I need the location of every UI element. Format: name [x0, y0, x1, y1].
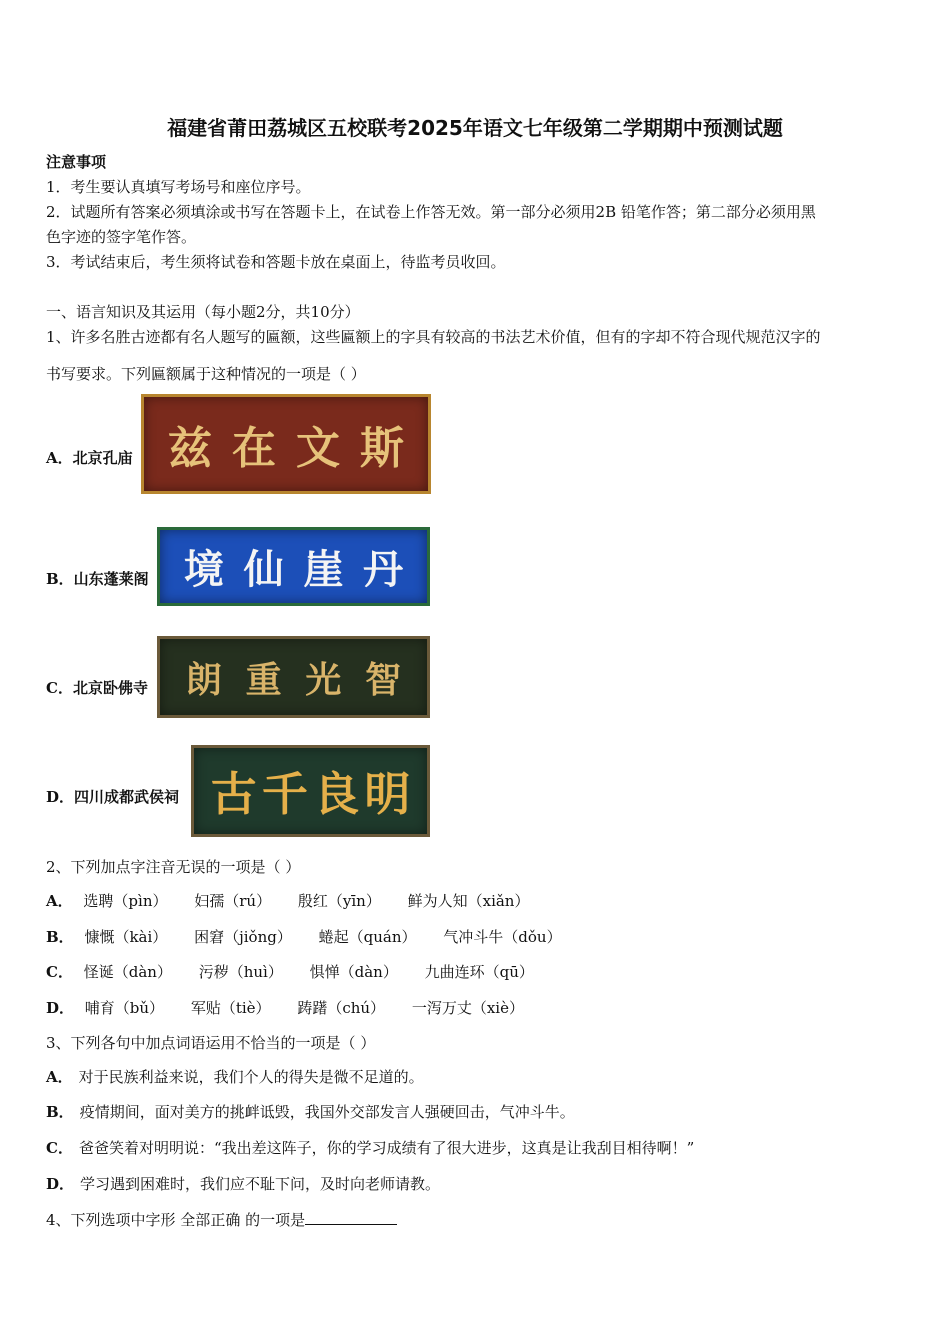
option-letter: A．: [46, 892, 73, 910]
plaque-char: 明: [364, 767, 411, 821]
q1-option-c-label: C．北京卧佛寺: [46, 679, 148, 697]
pinyin-item: 军贴（tiè）: [190, 999, 271, 1017]
pinyin-item: 踌躇（chú）: [297, 999, 386, 1017]
q4-stem: 4、下列选项中字形 全部正确 的一项是: [46, 1211, 306, 1229]
q1-stem-line1: 1、许多名胜古迹都有名人题写的匾额，这些匾额上的字具有较高的书法艺术价值，但有的字却不符合现代规范汉字的: [46, 328, 821, 346]
option-text: 对于民族利益来说，我们个人的得失是微不足道的。: [78, 1068, 424, 1086]
plaque-char: 仙: [243, 546, 284, 593]
q2-stem: 2、下列加点字注音无误的一项是（ ）: [46, 858, 301, 876]
plaque-char: 兹: [168, 423, 212, 474]
plaque-char: 在: [232, 423, 276, 474]
q1-option-b-label: B．山东蓬莱阁: [46, 570, 149, 588]
option-text: 疫情期间，面对美方的挑衅诋毁，我国外交部发言人强硬回击，气冲斗牛。: [79, 1103, 575, 1121]
q3-stem: 3、下列各句中加点词语运用不恰当的一项是（ ）: [46, 1034, 376, 1052]
plaque-char: 崖: [303, 546, 344, 593]
pinyin-item: 蜷起（quán）: [318, 928, 417, 946]
q3-option-d: [46, 1173, 440, 1194]
plaque-c-image: [157, 636, 430, 718]
plaque-char: 千: [261, 767, 308, 821]
option-text: 爸爸笑着对明明说：“我出差这阵子，你的学习成绩有了很大进步，这真是让我刮目相待啊！”: [78, 1139, 695, 1157]
q3-option-a: [46, 1066, 424, 1087]
note-2: 2．试题所有答案必须填涂或书写在答题卡上，在试卷上作答无效。第一部分必须用2B 铅笔作答；第二部分必须用黑: [46, 203, 816, 221]
option-letter: C．: [46, 1139, 73, 1157]
q4-stem-row: [46, 1208, 908, 1232]
plaque-a-image: [141, 394, 431, 494]
option-letter: A．: [46, 1068, 73, 1086]
option-text: 学习遇到困难时，我们应不耻下问，及时向老师请教。: [80, 1175, 441, 1193]
pinyin-item: 困窘（jiǒng）: [194, 928, 292, 946]
q2-option-b: [46, 926, 584, 947]
pinyin-item: 气冲斗牛（dǒu）: [443, 928, 562, 946]
option-letter: B．: [46, 928, 74, 946]
pinyin-item: 九曲连环（qū）: [424, 963, 534, 981]
pinyin-item: 选聘（pìn）: [83, 892, 168, 910]
q2-option-d: [46, 997, 546, 1018]
q2-option-a: [46, 890, 551, 911]
plaque-char: 境: [183, 546, 224, 593]
q1-option-a-label: A．北京孔庙: [46, 449, 133, 467]
pinyin-item: 怪诞（dàn）: [83, 963, 172, 981]
option-letter: B．: [46, 1103, 74, 1121]
page-title: 福建省莆田荔城区五校联考2025年语文七年级第二学期期中预测试题: [167, 116, 783, 140]
plaque-char: 斯: [360, 423, 404, 474]
option-letter: C．: [46, 963, 73, 981]
pinyin-item: 妇孺（rú）: [194, 892, 272, 910]
pinyin-item: 鲜为人知（xiǎn）: [407, 892, 530, 910]
plaque-char: 丹: [363, 546, 404, 593]
plaque-char: 重: [245, 658, 282, 701]
plaque-d-image: [191, 745, 430, 837]
pinyin-item: 殷红（yīn）: [297, 892, 381, 910]
plaque-char: 古: [210, 767, 257, 821]
q1-option-d-label: D．四川成都武侯祠: [46, 788, 180, 806]
option-letter: D．: [46, 999, 75, 1017]
answer-blank: [305, 1208, 397, 1225]
option-letter: D．: [46, 1175, 75, 1193]
section-heading: 一、语言知识及其运用（每小题2分，共10分）: [46, 303, 360, 321]
plaque-char: 智: [365, 658, 402, 701]
pinyin-item: 惧惮（dàn）: [309, 963, 398, 981]
plaque-char: 光: [305, 658, 342, 701]
note-1: 1．考生要认真填写考场号和座位序号。: [46, 178, 311, 196]
pinyin-item: 污秽（huì）: [198, 963, 283, 981]
pinyin-item: 一泻万丈（xiè）: [411, 999, 524, 1017]
plaque-char: 文: [296, 423, 340, 474]
plaque-char: 良: [313, 767, 360, 821]
note-2-cont: 色字迹的签字笔作答。: [46, 228, 197, 246]
q3-option-c: [46, 1137, 694, 1158]
q2-option-c: [46, 961, 556, 982]
pinyin-item: 哺育（bǔ）: [84, 999, 165, 1017]
note-3: 3．考试结束后，考生须将试卷和答题卡放在桌面上，待监考员收回。: [46, 253, 506, 271]
q1-stem-line2: 书写要求。下列匾额属于这种情况的一项是（ ）: [46, 365, 366, 383]
plaque-b-image: [157, 527, 430, 606]
notes-heading: 注意事项: [46, 153, 107, 171]
pinyin-item: 慷慨（kài）: [84, 928, 168, 946]
q3-option-b: [46, 1101, 575, 1122]
plaque-char: 朗: [185, 658, 222, 701]
